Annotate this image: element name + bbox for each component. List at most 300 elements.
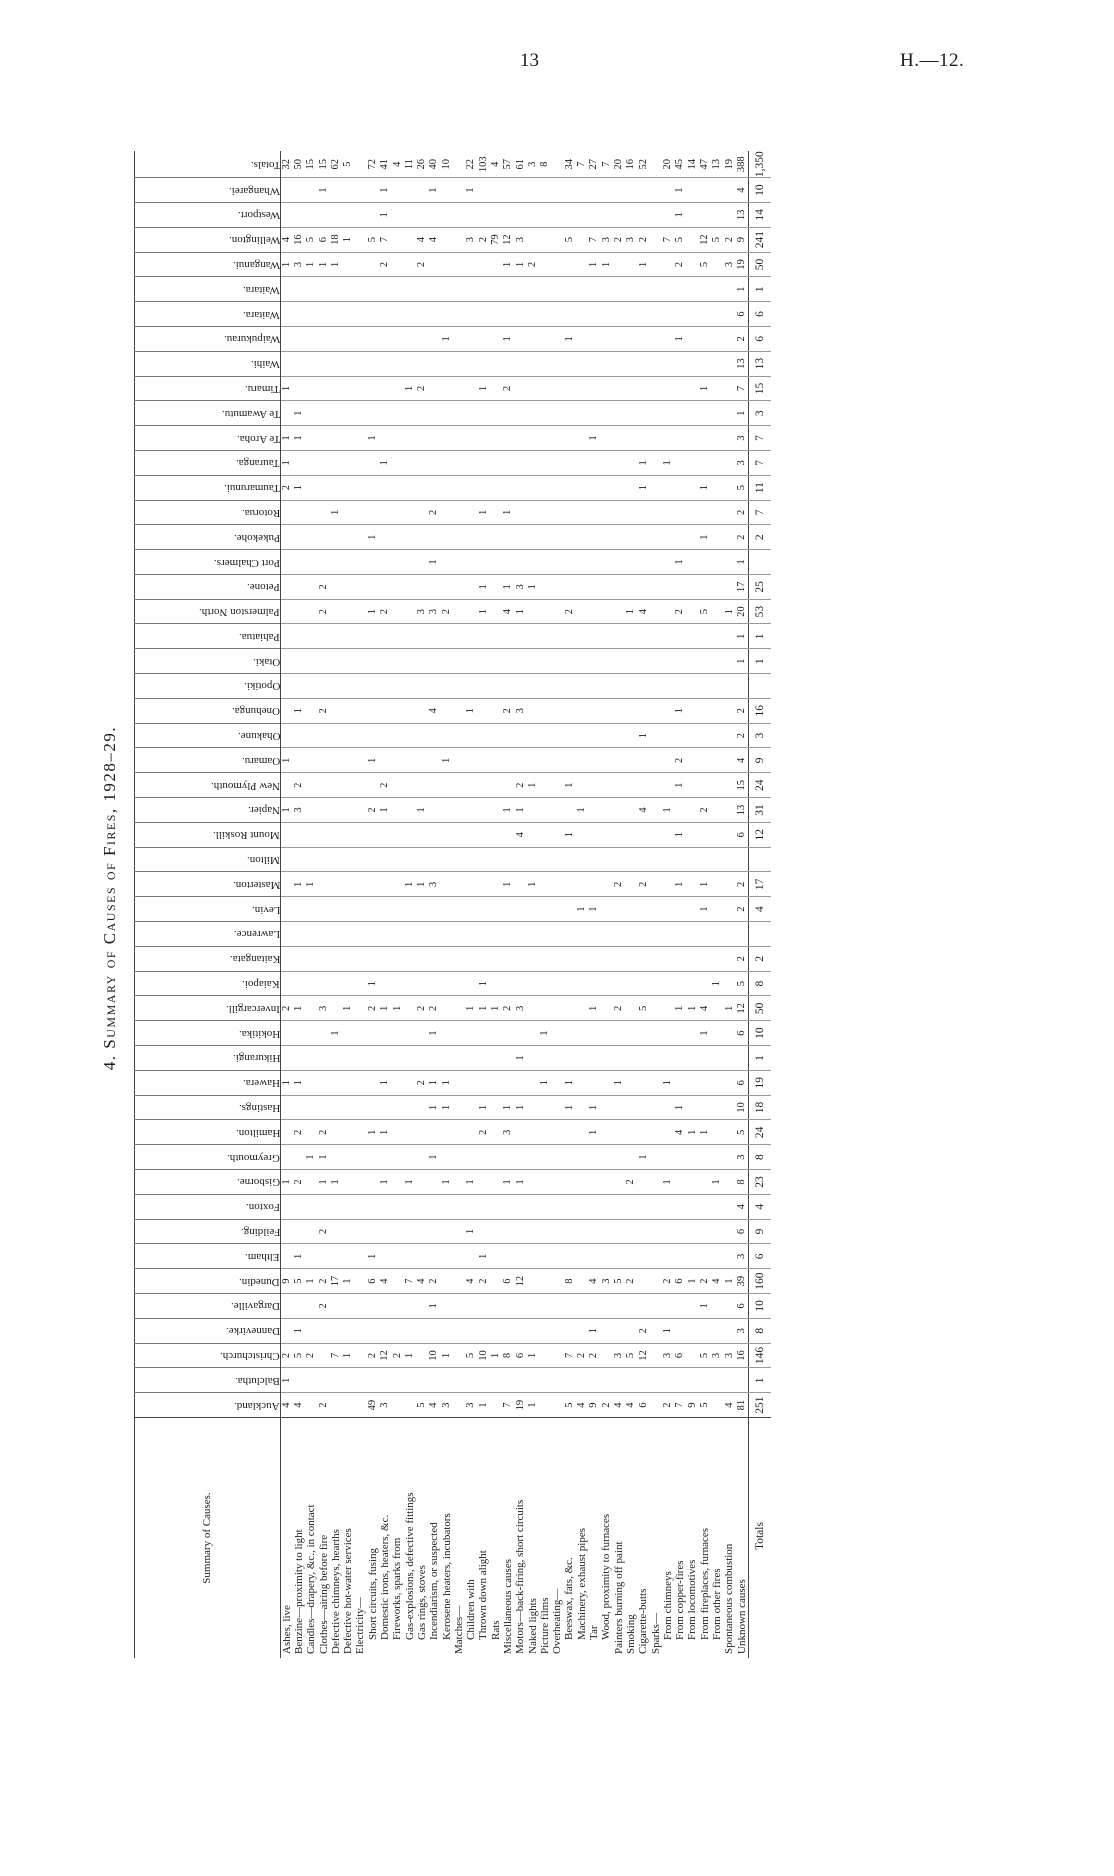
value-cell: 5	[625, 1343, 637, 1368]
value-cell	[613, 698, 625, 723]
column-header-label: Te Awamutu.	[221, 407, 280, 420]
value-cell	[515, 1194, 527, 1219]
value-cell	[404, 971, 416, 996]
value-cell	[588, 649, 600, 674]
value-cell	[330, 525, 342, 550]
value-cell: 1	[293, 996, 305, 1021]
value-cell	[699, 450, 711, 475]
row-total-cell: 16	[625, 158, 637, 170]
value-cell	[404, 1021, 416, 1046]
value-cell	[724, 748, 736, 773]
value-cell	[601, 723, 613, 748]
value-cell	[588, 698, 600, 723]
value-cell	[465, 277, 477, 302]
value-cell	[478, 1046, 490, 1071]
cause-label: Fireworks, sparks from	[392, 1418, 404, 1659]
value-cell	[601, 599, 613, 624]
value-cell	[429, 401, 441, 426]
value-cell	[478, 1021, 490, 1046]
value-cell	[552, 798, 564, 823]
value-cell	[502, 475, 514, 500]
value-cell	[465, 798, 477, 823]
value-cell	[527, 822, 539, 847]
row-total-cell: 61	[514, 158, 526, 170]
value-cell	[613, 500, 625, 525]
value-cell: 12	[515, 1269, 527, 1294]
value-cell	[330, 1046, 342, 1071]
value-cell	[342, 599, 354, 624]
value-cell	[502, 1368, 514, 1393]
value-cell	[465, 525, 477, 550]
value-cell: 2	[318, 1120, 330, 1145]
value-cell	[490, 897, 502, 922]
value-cell	[576, 252, 588, 277]
value-cell	[318, 847, 330, 872]
value-cell	[453, 971, 465, 996]
value-cell	[613, 1219, 625, 1244]
value-cell	[379, 1046, 391, 1071]
value-cell	[342, 326, 354, 351]
table-row	[441, 151, 453, 1658]
value-cell	[306, 773, 318, 798]
value-cell	[355, 698, 367, 723]
value-cell: 1	[429, 1021, 441, 1046]
cause-label: From chimneys	[662, 1418, 674, 1659]
value-cell: 6	[736, 1021, 749, 1046]
value-cell	[588, 872, 600, 897]
value-cell: 1	[379, 996, 391, 1021]
value-cell	[429, 525, 441, 550]
value-cell	[318, 376, 330, 401]
value-cell	[625, 1120, 637, 1145]
value-cell: 7	[736, 376, 749, 401]
value-cell: 1	[564, 1095, 576, 1120]
value-cell	[367, 475, 379, 500]
value-cell	[281, 500, 294, 525]
value-cell	[515, 351, 527, 376]
cause-label: Tar	[588, 1418, 600, 1659]
value-cell	[293, 649, 305, 674]
value-cell: 1	[736, 401, 749, 426]
value-cell	[515, 326, 527, 351]
value-cell	[465, 1368, 477, 1393]
value-cell	[342, 798, 354, 823]
value-cell	[687, 351, 699, 376]
value-cell	[638, 401, 650, 426]
value-cell	[552, 450, 564, 475]
value-cell: 1	[564, 326, 576, 351]
value-cell	[675, 1368, 687, 1393]
value-cell	[625, 574, 637, 599]
value-cell	[650, 1145, 662, 1170]
value-cell: 1	[588, 1318, 600, 1343]
value-cell: 1	[527, 1393, 539, 1418]
value-cell	[392, 798, 404, 823]
value-cell: 241	[749, 227, 772, 252]
value-cell: 7	[749, 450, 772, 475]
value-cell	[638, 574, 650, 599]
column-header	[135, 178, 281, 203]
value-cell	[330, 1095, 342, 1120]
value-cell	[638, 822, 650, 847]
value-cell	[392, 946, 404, 971]
value-cell	[502, 1070, 514, 1095]
value-cell	[576, 1120, 588, 1145]
value-cell	[576, 450, 588, 475]
value-cell	[318, 450, 330, 475]
value-cell	[564, 1219, 576, 1244]
table-row	[465, 151, 477, 1658]
value-cell: 4	[675, 1120, 687, 1145]
value-cell: 3	[662, 1343, 674, 1368]
value-cell	[638, 1269, 650, 1294]
value-cell	[502, 946, 514, 971]
value-cell: 1	[342, 996, 354, 1021]
value-cell: 1	[736, 550, 749, 575]
value-cell: 4	[465, 1269, 477, 1294]
value-cell	[342, 1120, 354, 1145]
value-cell	[638, 649, 650, 674]
value-cell	[392, 897, 404, 922]
column-header-label: Otaki.	[252, 655, 280, 668]
value-cell: 2	[662, 1393, 674, 1418]
value-cell	[699, 351, 711, 376]
value-cell	[711, 302, 723, 327]
value-cell: 1	[379, 1120, 391, 1145]
row-total-cell: 32	[280, 158, 292, 170]
value-cell	[699, 723, 711, 748]
value-cell	[699, 202, 711, 227]
value-cell	[441, 1294, 453, 1319]
value-cell	[306, 674, 318, 699]
value-cell	[724, 202, 736, 227]
value-cell	[355, 922, 367, 947]
value-cell	[404, 946, 416, 971]
value-cell	[687, 1170, 699, 1195]
value-cell	[662, 525, 674, 550]
column-header	[135, 1219, 281, 1244]
row-total-cell: 47	[698, 158, 710, 170]
column-header	[135, 872, 281, 897]
value-cell	[687, 252, 699, 277]
value-cell	[367, 1219, 379, 1244]
value-cell	[379, 922, 391, 947]
column-header-label: Tauranga.	[236, 457, 280, 470]
value-cell	[638, 946, 650, 971]
value-cell	[318, 1070, 330, 1095]
value-cell	[502, 1294, 514, 1319]
value-cell	[490, 1120, 502, 1145]
value-cell	[490, 971, 502, 996]
table-row	[293, 151, 305, 1658]
table-row	[588, 151, 600, 1658]
value-cell	[687, 1145, 699, 1170]
value-cell	[699, 1244, 711, 1269]
value-cell	[465, 1021, 477, 1046]
value-cell	[404, 227, 416, 252]
value-cell	[625, 698, 637, 723]
value-cell	[736, 847, 749, 872]
value-cell	[453, 1046, 465, 1071]
value-cell	[650, 1095, 662, 1120]
column-header-label: Waitara.	[243, 308, 280, 321]
value-cell: 3	[515, 698, 527, 723]
column-header	[135, 1393, 281, 1418]
value-cell	[453, 1170, 465, 1195]
value-cell	[576, 1095, 588, 1120]
value-cell	[392, 376, 404, 401]
value-cell	[318, 1021, 330, 1046]
value-cell: 10	[749, 1294, 772, 1319]
column-header-label: Masterton.	[232, 878, 280, 891]
value-cell	[564, 649, 576, 674]
value-cell: 2	[736, 946, 749, 971]
value-cell: 1	[306, 252, 318, 277]
value-cell: 1	[502, 1095, 514, 1120]
value-cell: 1	[342, 1269, 354, 1294]
value-cell	[576, 202, 588, 227]
value-cell	[367, 1095, 379, 1120]
value-cell	[490, 500, 502, 525]
value-cell: 5	[699, 1393, 711, 1418]
value-cell	[342, 252, 354, 277]
value-cell	[404, 1046, 416, 1071]
value-cell	[453, 1219, 465, 1244]
value-cell	[552, 624, 564, 649]
value-cell	[441, 1269, 453, 1294]
value-cell	[453, 376, 465, 401]
row-total-cell: 19	[723, 158, 735, 170]
value-cell: 2	[699, 798, 711, 823]
value-cell	[650, 1170, 662, 1195]
value-cell	[441, 847, 453, 872]
row-total-cell: 4	[391, 161, 403, 167]
value-cell	[355, 1269, 367, 1294]
value-cell	[392, 351, 404, 376]
value-cell: 7	[502, 1393, 514, 1418]
value-cell	[453, 624, 465, 649]
value-cell	[515, 1145, 527, 1170]
value-cell	[392, 748, 404, 773]
value-cell	[502, 922, 514, 947]
value-cell: 2	[306, 1343, 318, 1368]
value-cell: 1	[675, 996, 687, 1021]
value-cell	[465, 1194, 477, 1219]
value-cell	[601, 1318, 613, 1343]
value-cell	[613, 847, 625, 872]
value-cell	[527, 847, 539, 872]
column-header-label: Pahiatua.	[239, 630, 280, 643]
cause-label: Defective chimneys, hearths	[330, 1418, 342, 1659]
value-cell	[293, 500, 305, 525]
value-cell	[564, 922, 576, 947]
value-cell	[687, 922, 699, 947]
value-cell	[675, 450, 687, 475]
value-cell	[330, 1244, 342, 1269]
value-cell	[527, 1046, 539, 1071]
row-total-cell: 8	[539, 161, 551, 167]
value-cell	[379, 351, 391, 376]
value-cell	[711, 277, 723, 302]
cause-label: Thrown down alight	[478, 1418, 490, 1659]
value-cell	[539, 1194, 551, 1219]
table-row	[404, 151, 416, 1658]
cause-label: Defective hot-water services	[342, 1418, 354, 1659]
value-cell: 5	[465, 1343, 477, 1368]
value-cell	[404, 1294, 416, 1319]
value-cell: 24	[749, 1120, 772, 1145]
value-cell: 5	[736, 971, 749, 996]
value-cell: 1	[662, 450, 674, 475]
value-cell	[342, 847, 354, 872]
value-cell: 2	[724, 227, 736, 252]
value-cell: 2	[613, 227, 625, 252]
row-header-cell: Summary of Causes.	[135, 1418, 281, 1659]
row-total-cell	[650, 151, 662, 177]
value-cell	[527, 550, 539, 575]
value-cell: 3	[625, 227, 637, 252]
value-cell	[539, 401, 551, 426]
value-cell	[330, 698, 342, 723]
column-header	[135, 1194, 281, 1219]
value-cell: 1	[749, 277, 772, 302]
value-cell	[318, 649, 330, 674]
value-cell	[576, 1294, 588, 1319]
value-cell	[416, 822, 428, 847]
value-cell	[502, 1318, 514, 1343]
value-cell	[330, 475, 342, 500]
value-cell	[576, 1269, 588, 1294]
value-cell: 2	[576, 1343, 588, 1368]
value-cell	[330, 748, 342, 773]
value-cell	[318, 1318, 330, 1343]
value-cell	[662, 252, 674, 277]
value-cell: 7	[564, 1343, 576, 1368]
value-cell	[429, 1170, 441, 1195]
value-cell	[392, 872, 404, 897]
value-cell	[711, 574, 723, 599]
value-cell	[404, 748, 416, 773]
value-cell	[392, 1095, 404, 1120]
value-cell	[687, 698, 699, 723]
value-cell	[318, 550, 330, 575]
cause-label: Sparks—	[650, 1418, 662, 1659]
value-cell	[502, 550, 514, 575]
value-cell	[650, 574, 662, 599]
table-row	[281, 151, 294, 1658]
value-cell	[687, 1318, 699, 1343]
value-cell	[601, 1194, 613, 1219]
value-cell	[539, 847, 551, 872]
value-cell	[576, 1318, 588, 1343]
value-cell: 1	[699, 475, 711, 500]
value-cell	[564, 525, 576, 550]
value-cell	[429, 822, 441, 847]
value-cell	[490, 1393, 502, 1418]
value-cell	[367, 847, 379, 872]
value-cell: 3	[318, 996, 330, 1021]
value-cell	[552, 1393, 564, 1418]
value-cell: 1	[675, 550, 687, 575]
value-cell	[552, 1294, 564, 1319]
value-cell: 1	[306, 1145, 318, 1170]
column-header-label: Westport.	[237, 209, 280, 222]
value-cell: 1	[367, 525, 379, 550]
value-cell	[515, 1070, 527, 1095]
value-cell: 13	[736, 351, 749, 376]
value-cell	[650, 847, 662, 872]
value-cell: 12	[638, 1343, 650, 1368]
value-cell	[711, 500, 723, 525]
value-cell	[662, 500, 674, 525]
value-cell	[552, 599, 564, 624]
value-cell	[502, 897, 514, 922]
table-row	[342, 151, 354, 1658]
value-cell: 3	[613, 1343, 625, 1368]
value-cell	[416, 1194, 428, 1219]
value-cell	[490, 624, 502, 649]
value-cell	[638, 773, 650, 798]
value-cell	[711, 1021, 723, 1046]
value-cell	[650, 1318, 662, 1343]
value-cell: 6	[638, 1393, 650, 1418]
value-cell	[699, 773, 711, 798]
value-cell	[539, 996, 551, 1021]
value-cell	[527, 1145, 539, 1170]
value-cell	[650, 971, 662, 996]
value-cell	[318, 1368, 330, 1393]
column-header	[135, 326, 281, 351]
value-cell: 50	[749, 252, 772, 277]
value-cell	[453, 252, 465, 277]
value-cell: 1	[699, 1021, 711, 1046]
value-cell	[404, 178, 416, 203]
value-cell	[441, 574, 453, 599]
value-cell	[453, 723, 465, 748]
value-cell: 1	[465, 996, 477, 1021]
value-cell	[552, 773, 564, 798]
value-cell: 1	[539, 1070, 551, 1095]
value-cell	[638, 351, 650, 376]
value-cell	[638, 847, 650, 872]
value-cell	[675, 277, 687, 302]
value-cell	[367, 202, 379, 227]
value-cell	[441, 971, 453, 996]
value-cell	[490, 773, 502, 798]
cause-label: Candles—drapery, &c., in contact	[306, 1418, 318, 1659]
value-cell	[281, 326, 294, 351]
value-cell	[416, 525, 428, 550]
value-cell	[601, 1070, 613, 1095]
value-cell	[404, 1145, 416, 1170]
value-cell: 4	[736, 178, 749, 203]
value-cell: 2	[293, 1170, 305, 1195]
value-cell	[404, 1244, 416, 1269]
value-cell	[355, 847, 367, 872]
value-cell	[515, 1219, 527, 1244]
value-cell	[392, 1318, 404, 1343]
value-cell: 1	[564, 1070, 576, 1095]
row-total-cell: 34	[563, 158, 575, 170]
value-cell	[330, 1368, 342, 1393]
cause-label: Gas-explosions, defective fittings	[404, 1418, 416, 1659]
value-cell	[711, 401, 723, 426]
value-cell	[490, 277, 502, 302]
value-cell	[662, 550, 674, 575]
value-cell: 1	[539, 1021, 551, 1046]
table-row	[453, 151, 465, 1658]
value-cell	[687, 401, 699, 426]
